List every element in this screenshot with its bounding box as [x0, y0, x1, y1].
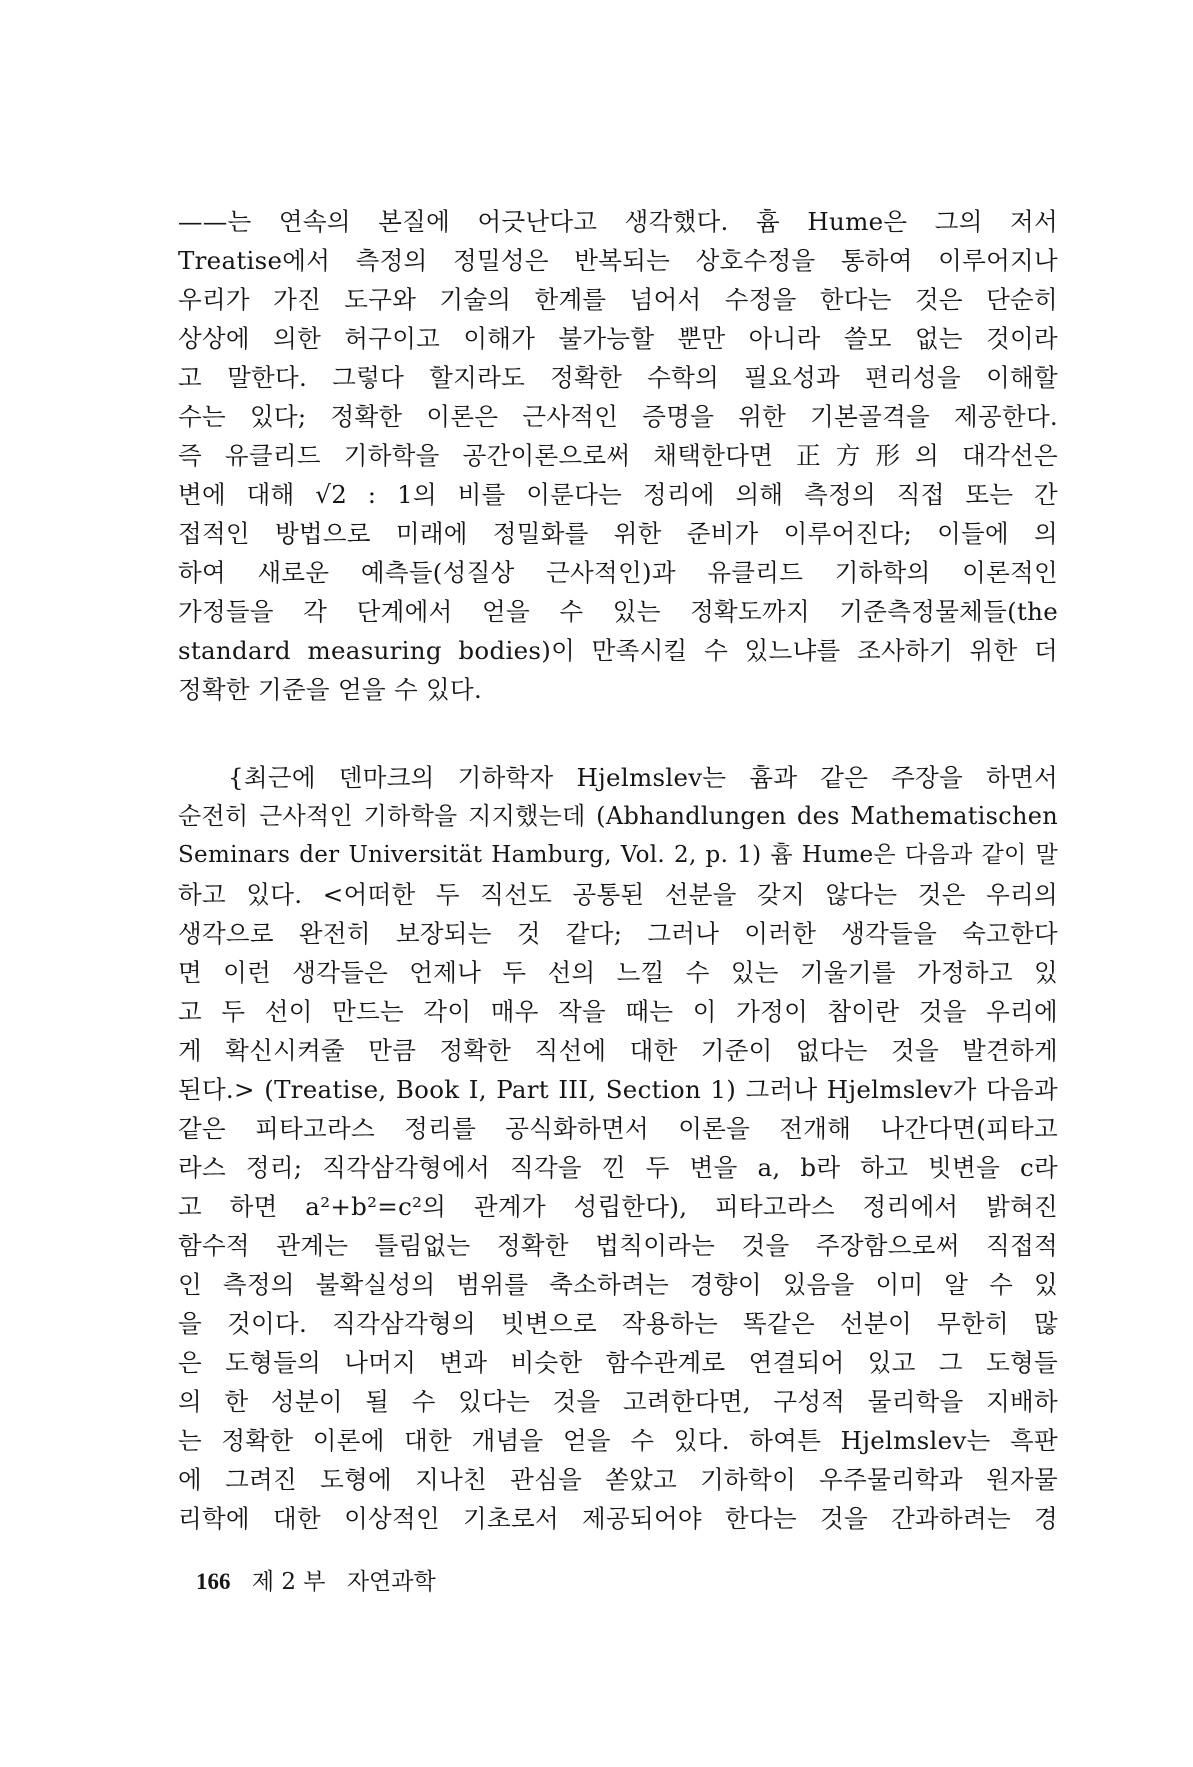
text-line: 같은 피타고라스 정리를 공식화하면서 이론을 전개해 나간다면(피타고 [178, 1114, 1058, 1143]
text-line: 상상에 의한 허구이고 이해가 불가능할 뿐만 아니라 쓸모 없는 것이라 [178, 324, 1058, 353]
paragraph-1 [178, 202, 1058, 709]
text-line: 순전히 근사적인 기하학을 지지했는데 (Abhandlungen des Mathematischen [178, 802, 1058, 830]
text-line: Seminars der Universität Hamburg, Vol. 2, p. 1) 흄 Hume은 다음과 같이 말 [178, 842, 1058, 868]
text-line: 의 한 성분이 될 수 있다는 것을 고려한다면, 구성적 물리학을 지배하 [178, 1387, 1058, 1416]
text-line: 고 두 선이 만드는 각이 매우 작을 때는 이 가정이 참이란 것을 우리에 [178, 997, 1058, 1026]
text-line: 에 그려진 도형에 지나친 관심을 쏟았고 기하학이 우주물리학과 원자물 [178, 1465, 1058, 1494]
text-line: 함수적 관계는 틀림없는 정확한 법칙이라는 것을 주장함으로써 직접적 [178, 1231, 1058, 1260]
text-line: 하고 있다. <어떠한 두 직선도 공통된 선분을 갖지 않다는 것은 우리의 [178, 880, 1058, 909]
text-line: 하여 새로운 예측들(성질상 근사적인)과 유클리드 기하학의 이론적인 [178, 558, 1058, 587]
text-line: 즉 유클리드 기하학을 공간이론으로써 채택한다면 正方形의 대각선은 [178, 441, 1058, 470]
text-line: 는 정확한 이론에 대한 개념을 얻을 수 있다. 하여튼 Hjelmslev는 흑판 [178, 1426, 1058, 1455]
paragraph-2 [178, 758, 1058, 1538]
text-line: 리학에 대한 이상적인 기초로서 제공되어야 한다는 것을 간과하려는 경 [178, 1504, 1058, 1533]
text-line: 가정들을 각 단계에서 얻을 수 있는 정확도까지 기준측정물체들(the [178, 597, 1058, 626]
section-label: 자연과학 [346, 1569, 436, 1595]
text-line: Treatise에서 측정의 정밀성은 반복되는 상호수정을 통하여 이루어지나 [178, 246, 1058, 275]
text-line: 수는 있다; 정확한 이론은 근사적인 증명을 위한 기본골격을 제공한다. [178, 402, 1058, 431]
text-line: 게 확신시켜줄 만큼 정확한 직선에 대한 기준이 없다는 것을 발견하게 [178, 1036, 1058, 1065]
text-line: 을 것이다. 직각삼각형의 빗변으로 작용하는 똑같은 선분이 무한히 많 [178, 1309, 1058, 1338]
text-line: 고 하면 a²+b²=c²의 관계가 성립한다), 피타고라스 정리에서 밝혀진 [178, 1192, 1058, 1221]
text-line: 접적인 방법으로 미래에 정밀화를 위한 준비가 이루어진다; 이들에 의 [178, 519, 1058, 548]
text-line: 고 말한다. 그렇다 할지라도 정확한 수학의 필요성과 편리성을 이해할 [178, 363, 1058, 392]
text-line: 우리가 가진 도구와 기술의 한계를 넘어서 수정을 한다는 것은 단순히 [178, 285, 1058, 314]
text-line: 인 측정의 불확실성의 범위를 축소하려는 경향이 있음을 이미 알 수 있 [178, 1270, 1058, 1299]
text-line: 은 도형들의 나머지 변과 비슷한 함수관계로 연결되어 있고 그 도형들 [178, 1348, 1058, 1377]
part-label: 제 2 부 [251, 1569, 326, 1595]
text-line: 생각으로 완전히 보장되는 것 같다; 그러나 이러한 생각들을 숙고한다 [178, 919, 1058, 948]
text-line: {최근에 덴마크의 기하학자 Hjelmslev는 흄과 같은 주장을 하면서 [228, 763, 1058, 792]
page-footer [196, 1567, 450, 1597]
text-line: 된다.> (Treatise, Book I, Part III, Section 1) 그러나 Hjelmslev가 다음과 [178, 1075, 1058, 1104]
text-line: standard measuring bodies)이 만족시킬 수 있느냐를 조사하기 위한 더 [178, 636, 1058, 665]
text-line: 라스 정리; 직각삼각형에서 직각을 낀 두 변을 a, b라 하고 빗변을 c라 [178, 1153, 1058, 1182]
text-line: 변에 대해 √2 : 1의 비를 이룬다는 정리에 의해 측정의 직접 또는 간 [178, 480, 1058, 509]
page-number: 166 [196, 1569, 231, 1594]
text-line: 면 이런 생각들은 언제나 두 선의 느낄 수 있는 기울기를 가정하고 있 [178, 958, 1058, 987]
text-line: ——는 연속의 본질에 어긋난다고 생각했다. 흄 Hume은 그의 저서 [178, 207, 1058, 236]
text-line: 정확한 기준을 얻을 수 있다. [178, 675, 483, 704]
